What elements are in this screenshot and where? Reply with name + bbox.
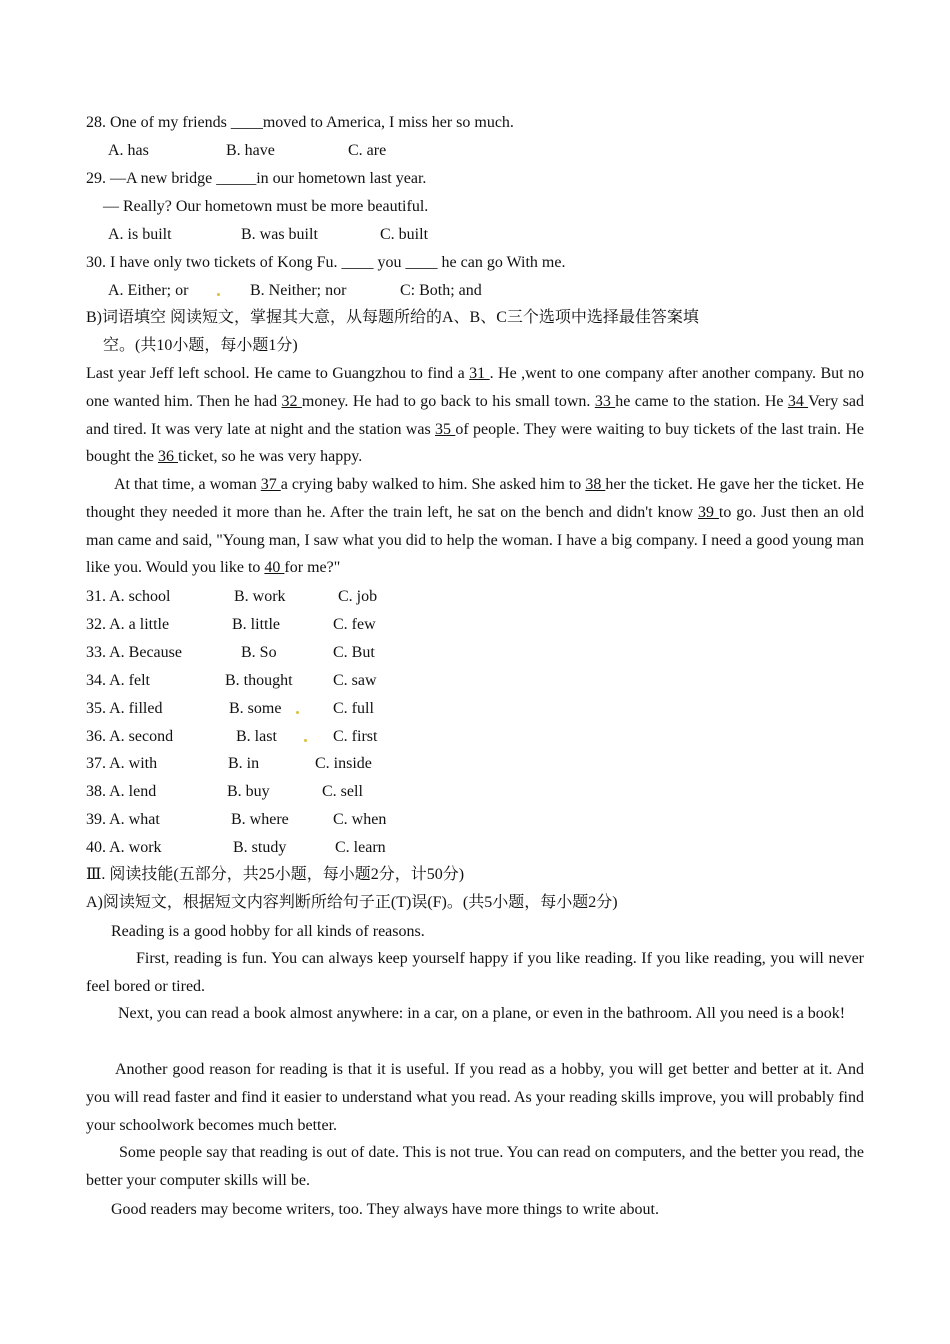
option-35-a: 35. A. filled [86, 700, 163, 717]
text-run: . He ,went to one company after another company. But no one wanted him. Then he had [86, 365, 865, 410]
blank-35: 35 [435, 420, 456, 438]
text-run: Very sad and tired. It was very late at night and the station was [86, 392, 865, 438]
option-34-b: B. thought [225, 672, 293, 689]
q29-option-b: B. was built [241, 226, 318, 243]
q28-option-b: B. have [226, 142, 275, 159]
text-run: her the ticket. He gave her the ticket. He thought they needed it more than he. After the train left, he sat on the bench and didn't know [86, 476, 865, 521]
option-32-c: C. few [333, 616, 376, 633]
option-39-c: C. when [333, 811, 387, 828]
option-31-c: C. job [338, 588, 378, 605]
text-run: At that time, a woman [114, 476, 261, 493]
blank-39: 39 [697, 503, 719, 521]
text-run: money. He had to go back to his small town. [301, 392, 595, 410]
blank-31: 31 [469, 365, 490, 382]
section-b-instruction: B)词语填空 阅读短文，掌握其大意，从每题所给的A、B、C三个选项中选择最佳答案填 [86, 309, 699, 326]
section-b-instruction-cont: 空。(共10小题，每小题1分) [103, 337, 298, 354]
option-37-c: C. inside [315, 755, 372, 772]
speck-mark [304, 739, 307, 742]
text-run: for me?" [284, 559, 341, 577]
option-32-a: 32. A. a little [86, 616, 170, 633]
reading-paragraph-4: Some people say that reading is out of date. This is not true. You can read on computers, and the better you read, the better your computer skills will be. [86, 1144, 864, 1189]
section-3-title: Ⅲ. 阅读技能(五部分，共25小题，每小题2分，计50分) [86, 866, 465, 883]
q29-option-c: C. built [380, 226, 429, 243]
question-30-stem: 30. I have only two tickets of Kong Fu. ____ you ____ he can go With me. [86, 254, 566, 271]
text-run: a crying baby walked to him. She asked him to [280, 476, 586, 493]
option-38-b: B. buy [227, 783, 270, 800]
option-40-c: C. learn [335, 839, 386, 856]
speck-mark [217, 293, 220, 296]
question-29-reply: — Really? Our hometown must be more beautiful. [103, 198, 429, 215]
section-3a-instruction: A)阅读短文，根据短文内容判断所给句子正(T)误(F)。(共5小题，每小题2分) [86, 894, 618, 911]
blank-33: 33 [594, 392, 616, 410]
option-36-c: C. first [333, 728, 378, 745]
blank-37: 37 [260, 476, 281, 493]
option-31-a: 31. A. school [86, 588, 171, 605]
option-39-a: 39. A. what [86, 811, 160, 828]
blank-38: 38 [585, 476, 606, 493]
q28-option-c: C. are [348, 142, 387, 159]
option-34-a: 34. A. felt [86, 672, 150, 689]
reading-paragraph-intro: Reading is a good hobby for all kinds of reasons. [111, 923, 425, 940]
option-37-b: B. in [228, 755, 260, 772]
option-31-b: B. work [234, 588, 286, 605]
option-38-c: C. sell [322, 783, 363, 800]
text-run: ticket, so he was very happy. [178, 448, 363, 466]
q30-option-a: A. Either; or [108, 282, 189, 299]
blank-40: 40 [264, 559, 285, 577]
text-run: Last year Jeff left school. He came to Guangzhou to find a [86, 365, 470, 382]
reading-paragraph-2: Next, you can read a book almost anywhere: in a car, on a plane, or even in the bathroom. All you need is a book! [118, 1005, 846, 1022]
cloze-paragraph-2 [86, 471, 864, 582]
option-40-a: 40. A. work [86, 839, 162, 856]
blank-36: 36 [158, 448, 178, 466]
option-35-b: B. some [229, 700, 282, 717]
q29-option-a: A. is built [108, 226, 172, 243]
reading-paragraph-5: Good readers may become writers, too. They always have more things to write about. [111, 1201, 659, 1218]
option-40-b: B. study [233, 839, 287, 856]
q28-option-a: A. has [108, 142, 149, 159]
blank-34: 34 [787, 392, 809, 410]
text-run: he came to the station. He [615, 392, 788, 410]
cloze-paragraph-1 [86, 360, 864, 471]
speck-mark [296, 711, 299, 714]
option-35-c: C. full [333, 700, 374, 717]
q30-option-b: B. Neither; nor [250, 282, 347, 299]
question-29-stem: 29. —A new bridge _____in our hometown last year. [86, 170, 427, 187]
option-32-b: B. little [232, 616, 280, 633]
option-36-a: 36. A. second [86, 728, 174, 745]
option-39-b: B. where [231, 811, 289, 828]
q30-option-c: C: Both; and [400, 282, 482, 299]
reading-paragraph-3: Another good reason for reading is that it is useful. If you read as a hobby, you will get better and better at it. And you will read faster and find it easier to understand what you read. As your reading skills improve, you will probably find your schoolwork becomes much better. [86, 1061, 864, 1134]
option-36-b: B. last [236, 728, 277, 745]
option-37-a: 37. A. with [86, 755, 158, 772]
blank-32: 32 [281, 392, 302, 410]
text-run: of people. They were waiting to buy tickets of the last train. He bought the [86, 420, 865, 466]
option-34-c: C. saw [333, 672, 377, 689]
question-28-stem: 28. One of my friends ____moved to America, I miss her so much. [86, 114, 514, 131]
option-33-b: B. So [241, 644, 277, 661]
option-33-a: 33. A. Because [86, 644, 182, 661]
reading-paragraph-1: First, reading is fun. You can always keep yourself happy if you like reading. If you like reading, you will never feel bored or tired. [86, 950, 864, 995]
option-38-a: 38. A. lend [86, 783, 157, 800]
option-33-c: C. But [333, 644, 375, 661]
text-run: to go. Just then an old man came and said, "Young man, I saw what you did to help the woman. I have a big company. I need a good young man like you. Would you like to [86, 503, 865, 577]
